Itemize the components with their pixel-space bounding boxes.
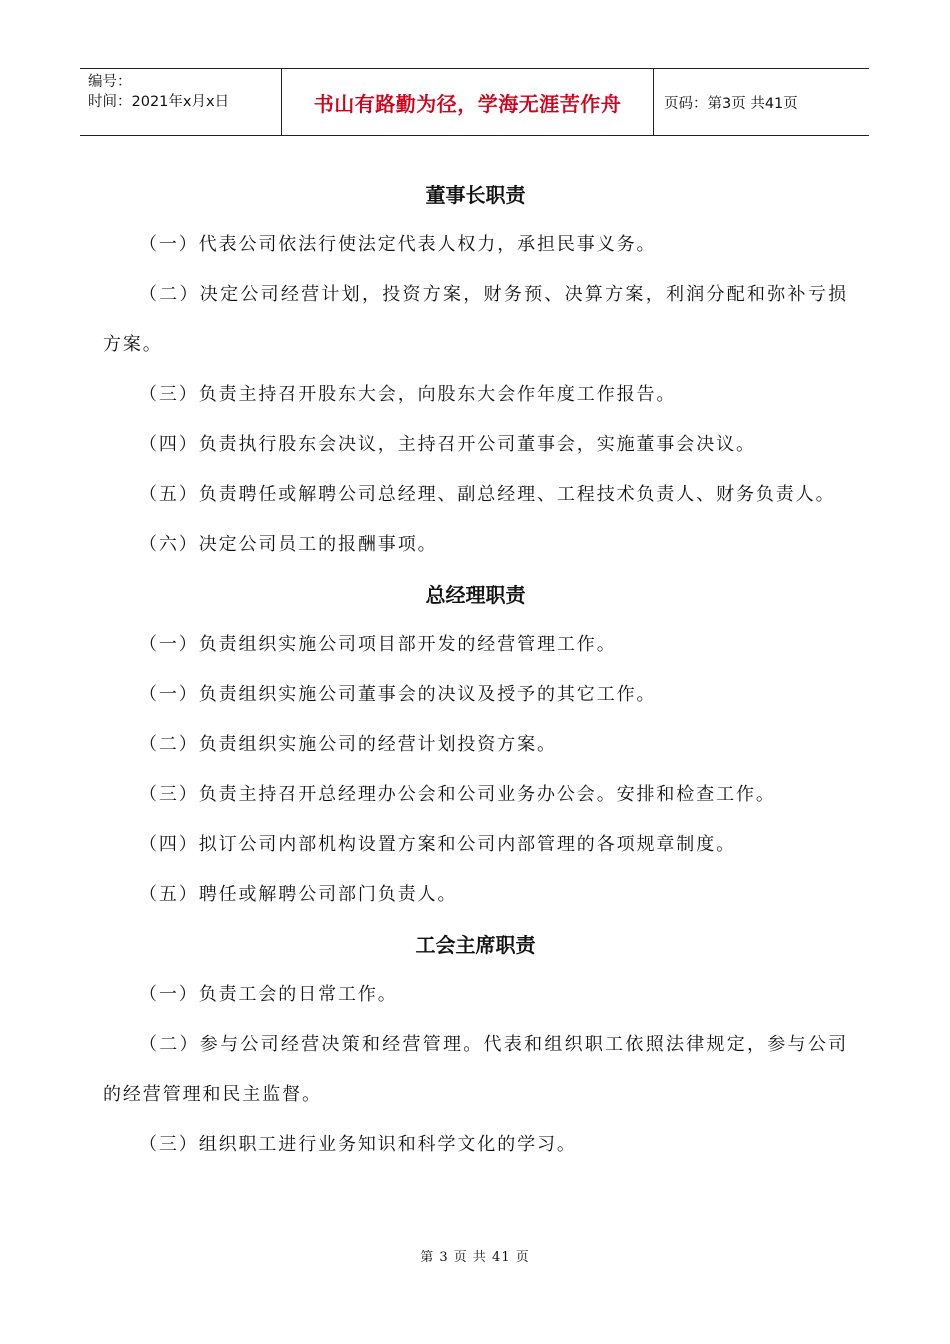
duty-item: （四）负责执行股东会决议，主持召开公司董事会，实施董事会决议。 [139, 434, 756, 455]
duty-item: （三）负责主持召开股东大会，向股东大会作年度工作报告。 [139, 384, 677, 405]
duty-item: （三）组织职工进行业务知识和科学文化的学习。 [139, 1134, 577, 1155]
document-body [103, 170, 848, 1170]
header-page-info: 页码：第3页 共41页 [664, 95, 798, 112]
serial-number-label: 编号： [88, 74, 132, 90]
duty-item: （六）决定公司员工的报酬事项。 [139, 534, 438, 555]
duty-item: （一）代表公司依法行使法定代表人权力，承担民事义务。 [139, 234, 657, 255]
header-motto: 书山有路勤为径，学海无涯苦作舟 [281, 69, 654, 135]
section-title: 总经理职责 [425, 583, 526, 607]
section-title: 工会主席职责 [415, 933, 536, 957]
duty-item: （五）负责聘任或解聘公司总经理、副总经理、工程技术负责人、财务负责人。 [139, 484, 836, 505]
section-general-manager [103, 570, 848, 920]
duty-item: （二）决定公司经营计划，投资方案，财务预、决算方案，利润分配和弥补亏损方案。 [103, 284, 848, 355]
duty-item: （一）负责组织实施公司董事会的决议及授予的其它工作。 [139, 684, 657, 705]
header-meta [80, 69, 281, 135]
duty-item: （三）负责主持召开总经理办公会和公司业务办公会。安排和检查工作。 [139, 784, 776, 805]
duty-item: （一）负责工会的日常工作。 [139, 984, 398, 1005]
duty-item: （一）负责组织实施公司项目部开发的经营管理工作。 [139, 634, 617, 655]
duty-item: （二）参与公司经营决策和经营管理。代表和组织职工依照法律规定，参与公司的经营管理和民主监督。 [103, 1034, 848, 1105]
duty-item: （五）聘任或解聘公司部门负责人。 [139, 884, 458, 905]
duty-item: （二）负责组织实施公司的经营计划投资方案。 [139, 734, 557, 755]
section-union-chairman [103, 920, 848, 1170]
page-footer: 第 3 页 共 41 页 [420, 1250, 530, 1265]
page-header [80, 68, 869, 136]
duty-item: （四）拟订公司内部机构设置方案和公司内部管理的各项规章制度。 [139, 834, 736, 855]
date-label: 时间：2021年x月x日 [88, 94, 230, 110]
section-title: 董事长职责 [425, 183, 526, 207]
section-chairman [103, 170, 848, 570]
